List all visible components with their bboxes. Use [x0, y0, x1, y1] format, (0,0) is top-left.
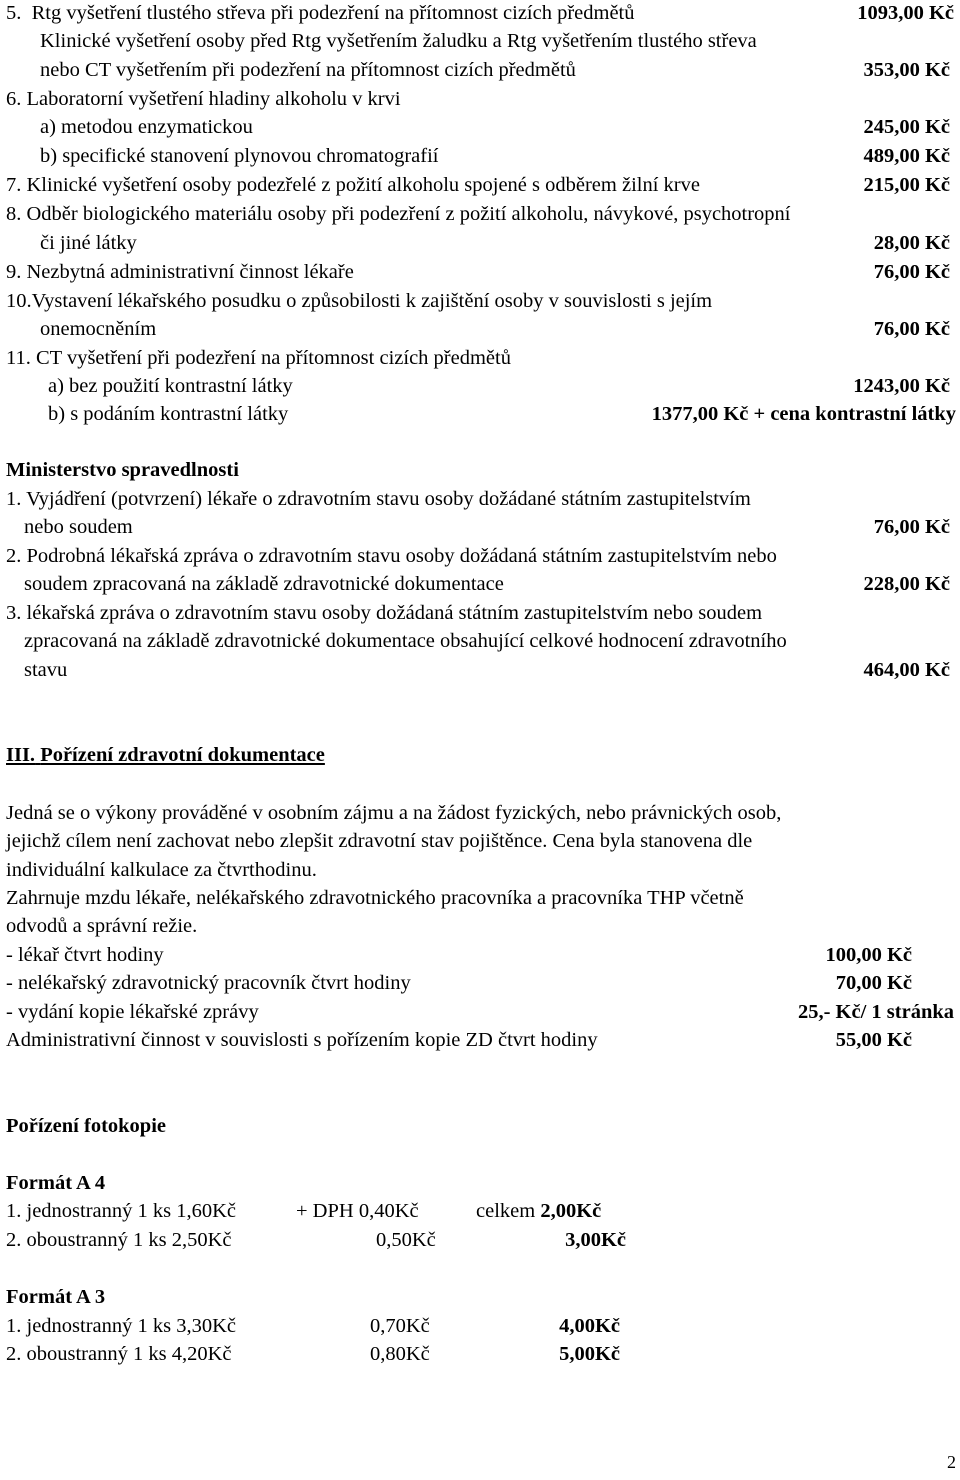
a4-row1-vat: + DPH 0,40Kč — [296, 1200, 419, 1222]
item-11b-price: 1377,00 Kč + cena kontrastní látky — [651, 403, 956, 425]
item-8-line2: či jiné látky — [40, 232, 137, 254]
a4-row1-total-value: 2,00Kč — [540, 1200, 602, 1222]
justice-1-line1: 1. Vyjádření (potvrzení) lékaře o zdravotním stavu osoby dožádané státním zastupitelstvím — [6, 488, 751, 510]
item-5b-line2: nebo CT vyšetřením při podezření na přítomnost cizích předmětů — [40, 59, 576, 81]
justice-heading: Ministerstvo spravedlnosti — [6, 459, 239, 481]
a4-row1-total — [476, 1198, 601, 1224]
section-3-p1-line1: Jedná se o výkony prováděné v osobním zájmu a na žádost fyzických, nebo právnických osob, — [6, 802, 782, 824]
page-number: 2 — [947, 1452, 956, 1472]
item-6a-text: a) metodou enzymatickou — [40, 116, 253, 138]
item-10-price: 76,00 Kč — [873, 318, 950, 340]
item-5b-price: 353,00 Kč — [863, 59, 950, 81]
justice-3-line2: zpracovaná na základě zdravotnické dokumentace obsahující celkové hodnocení zdravotního — [24, 630, 787, 652]
a4-row2-total: 3,00Kč — [565, 1229, 626, 1251]
item-11b-text: b) s podáním kontrastní látky — [48, 403, 289, 425]
section-3-title — [6, 742, 325, 768]
a3-heading: Formát A 3 — [6, 1286, 106, 1308]
item-5-price: 1093,00 Kč — [857, 2, 954, 24]
rate-4-price: 55,00 Kč — [835, 1029, 912, 1051]
item-8-line1: 8. Odběr biologického materiálu osoby při podezření z požití alkoholu, návykové, psychotropní — [6, 203, 791, 225]
section-3-numeral: III. — [6, 744, 36, 766]
rate-3-label: - vydání kopie lékařské zprávy — [6, 1001, 259, 1023]
a4-row2-label: 2. oboustranný 1 ks 2,50Kč — [6, 1229, 232, 1251]
a4-row1-total-prefix: celkem — [476, 1200, 536, 1222]
a4-row2-vat: 0,50Kč — [376, 1229, 436, 1251]
item-6b-price: 489,00 Kč — [863, 145, 950, 167]
item-7-text: 7. Klinické vyšetření osoby podezřelé z požití alkoholu spojené s odběrem žilní krve — [6, 174, 700, 196]
item-7-price: 215,00 Kč — [863, 174, 950, 196]
justice-3-line3: stavu — [24, 659, 68, 681]
rate-1-label: - lékař čtvrt hodiny — [6, 944, 164, 966]
item-9-text: 9. Nezbytná administrativní činnost lékaře — [6, 261, 354, 283]
section-3-p1-line2: jejichž cílem není zachovat nebo zlepšit zdravotní stav pojištěnce. Cena byla stanovena dle — [6, 830, 753, 852]
a3-row1-label: 1. jednostranný 1 ks 3,30Kč — [6, 1315, 237, 1337]
rate-4-label: Administrativní činnost v souvislosti s pořízením kopie ZD čtvrt hodiny — [6, 1029, 598, 1051]
rate-3-price: 25,- Kč/ 1 stránka — [797, 1001, 954, 1023]
item-5-text: 5. Rtg vyšetření tlustého střeva při podezření na přítomnost cizích předmětů — [6, 2, 635, 24]
item-6-text: 6. Laboratorní vyšetření hladiny alkoholu v krvi — [6, 88, 401, 110]
item-6a-price: 245,00 Kč — [863, 116, 950, 138]
justice-2-line1: 2. Podrobná lékařská zpráva o zdravotním stavu osoby dožádaná státním zastupitelstvím nebo — [6, 545, 777, 567]
a3-row1-vat: 0,70Kč — [370, 1315, 430, 1337]
rate-2-label: - nelékařský zdravotnický pracovník čtvrt hodiny — [6, 972, 411, 994]
section-3-title-text: Pořízení zdravotní dokumentace — [40, 744, 325, 766]
item-6b-text: b) specifické stanovení plynovou chromatografií — [40, 145, 439, 167]
justice-1-line2: nebo soudem — [24, 516, 133, 538]
section-3-p2-line1: Zahrnuje mzdu lékaře, nelékařského zdravotnického pracovníka a pracovníka THP včetně — [6, 887, 744, 909]
a4-heading: Formát A 4 — [6, 1172, 106, 1194]
justice-2-price: 228,00 Kč — [863, 573, 950, 595]
justice-3-price: 464,00 Kč — [863, 659, 950, 681]
item-11-text: 11. CT vyšetření při podezření na přítomnost cizích předmětů — [6, 347, 511, 369]
item-5b-line1: Klinické vyšetření osoby před Rtg vyšetřením žaludku a Rtg vyšetřením tlustého střeva — [40, 30, 757, 52]
section-3-p2-line2: odvodů a správní režie. — [6, 915, 198, 937]
copies-heading: Pořízení fotokopie — [6, 1115, 166, 1137]
item-11a-price: 1243,00 Kč — [853, 375, 950, 397]
justice-3-line1: 3. lékařská zpráva o zdravotním stavu osoby dožádaná státním zastupitelstvím nebo soudem — [6, 602, 763, 624]
rate-2-price: 70,00 Kč — [835, 972, 912, 994]
a3-row2-vat: 0,80Kč — [370, 1343, 430, 1365]
item-11a-text: a) bez použití kontrastní látky — [48, 375, 293, 397]
rate-1-price: 100,00 Kč — [825, 944, 912, 966]
a3-row2-label: 2. oboustranný 1 ks 4,20Kč — [6, 1343, 232, 1365]
a3-row2-total: 5,00Kč — [559, 1343, 620, 1365]
item-10-line1: 10.Vystavení lékařského posudku o způsobilosti k zajištění osoby v souvislosti s jejím — [6, 290, 713, 312]
justice-2-line2: soudem zpracovaná na základě zdravotnické dokumentace — [24, 573, 504, 595]
a4-row1-label: 1. jednostranný 1 ks 1,60Kč — [6, 1200, 237, 1222]
section-3-p1-line3: individuální kalkulace za čtvrthodinu. — [6, 859, 317, 881]
item-9-price: 76,00 Kč — [873, 261, 950, 283]
a3-row1-total: 4,00Kč — [559, 1315, 620, 1337]
item-8-price: 28,00 Kč — [873, 232, 950, 254]
justice-1-price: 76,00 Kč — [873, 516, 950, 538]
item-10-line2: onemocněním — [40, 318, 157, 340]
